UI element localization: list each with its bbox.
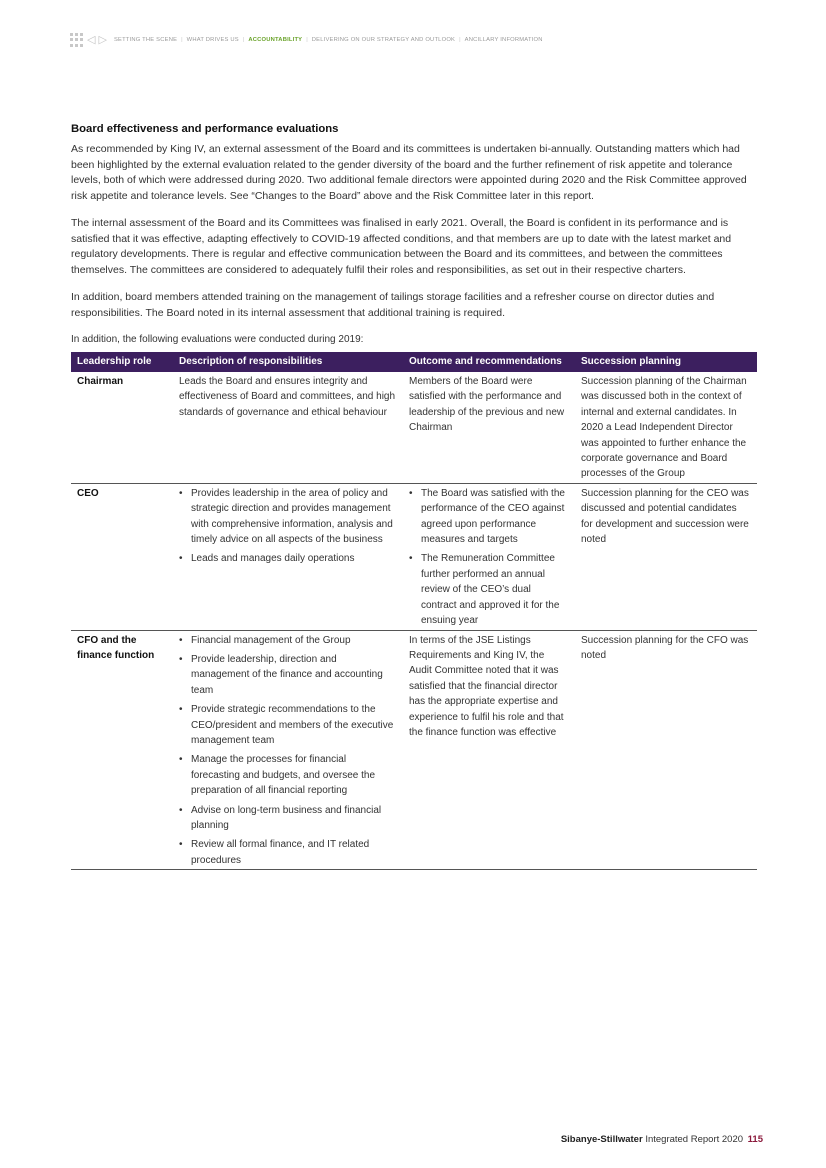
outcome-cell: In terms of the JSE Listings Requirements and King IV, the Audit Committee noted that it was satisfied that the financial director has the appropriate expertise and experience to fulfil his role and that the finance function was effective (403, 630, 575, 870)
main-content (71, 121, 757, 870)
succession-cell: Succession planning of the Chairman was discussed both in the context of internal and external candidates. In 2020 a Lead Independent Director was appointed to further enhance the corporate governance and Board processes of the Group (575, 372, 757, 483)
footer-report-title: Integrated Report 2020 (645, 1134, 744, 1145)
page-number: 115 (747, 1134, 763, 1145)
table-row-ceo (71, 483, 757, 630)
paragraph-external-assessment: As recommended by King IV, an external assessment of the Board and its committees is undertaken bi-annually. Outstanding matters which had been highlighted by the external evaluation related to the gender diversity of the board and the further refinement of risk appetite and tolerance levels, both of which were addressed during 2020. Two additional female directors were appointed during 2020 and the Risk Committee approved risk appetite and tolerance levels. See “Changes to the Board” above and the Risk Committee later in this report. (71, 143, 747, 202)
outcome-list (409, 486, 569, 629)
list-item: • Leads and manages daily operations (179, 551, 397, 566)
table-row-cfo (71, 630, 757, 870)
paragraph-internal-assessment: The internal assessment of the Board and its Committees was finalised in early 2021. Overall, the Board is confident in its performance and is satisfied that it was effective, adapting effectively to COVID-19 affected conditions, and that members are up to date with the latest market and regulatory developments. There is regular and effective communication between the Board and its committees, and between the committees themselves. The committees are considered to adequately fulfil their roles and responsibilities, as set out in their respective charters. (71, 217, 732, 276)
next-page-icon[interactable]: ▷ (98, 34, 107, 46)
header-leadership-role: Leadership role (71, 352, 173, 372)
table-header-row (71, 352, 757, 372)
nav-separator: | (242, 37, 245, 43)
description-cell (173, 630, 403, 870)
list-item: • Financial management of the Group (179, 633, 397, 648)
list-item: • The Board was satisfied with the performance of the CEO against agreed upon performance measures and targets (409, 486, 569, 548)
nav-item-setting-the-scene[interactable]: SETTING THE SCENE (113, 37, 178, 43)
nav-item-accountability[interactable]: ACCOUNTABILITY (248, 37, 303, 43)
outcome-cell: Members of the Board were satisfied with the performance and leadership of the previous and new Chairman (403, 372, 575, 483)
grid-menu-icon[interactable] (70, 33, 84, 47)
evaluations-table (71, 352, 757, 870)
previous-page-icon[interactable]: ◁ (87, 34, 96, 46)
description-list (179, 633, 397, 869)
list-item: • Provide strategic recommendations to the CEO/president and members of the executive management team (179, 702, 397, 748)
outcome-cell (403, 483, 575, 630)
nav-separator: | (459, 37, 461, 43)
succession-cell: Succession planning for the CEO was discussed and potential candidates for development and succession were noted (575, 483, 757, 630)
role-cell: CFO and the finance function (71, 630, 173, 870)
role-cell: CEO (71, 483, 173, 630)
nav-separator: | (306, 37, 308, 43)
header-outcome: Outcome and recommendations (403, 352, 575, 372)
list-item: • Provide leadership, direction and management of the finance and accounting team (179, 652, 397, 698)
footer-brand: Sibanye-Stillwater (560, 1134, 643, 1145)
list-item: • Review all formal finance, and IT related procedures (179, 837, 397, 868)
succession-cell: Succession planning for the CFO was noted (575, 630, 757, 870)
nav-item-what-drives-us[interactable]: WHAT DRIVES US (186, 37, 239, 43)
top-navigation (70, 33, 543, 47)
nav-item-ancillary-information[interactable]: ANCILLARY INFORMATION (464, 37, 543, 43)
description-cell (173, 483, 403, 630)
paragraph-training: In addition, board members attended training on the management of tailings storage facilities and a refresher course on director duties and responsibilities. The Board noted in its internal assessment that additional training is required. (71, 291, 715, 319)
list-item: • Manage the processes for financial forecasting and budgets, and oversee the preparation of all financial reporting (179, 752, 397, 798)
page-footer (561, 1134, 763, 1145)
list-item: • Provides leadership in the area of policy and strategic direction and provides management with comprehensive information, analysis and timely advice on all aspects of the business (179, 486, 397, 548)
list-item: • Advise on long-term business and financial planning (179, 803, 397, 834)
role-cell: Chairman (71, 372, 173, 483)
header-description: Description of responsibilities (173, 352, 403, 372)
table-intro: In addition, the following evaluations were conducted during 2019: (71, 334, 364, 345)
description-cell: Leads the Board and ensures integrity and effectiveness of Board and committees, and high standards of governance and ethical behaviour (173, 372, 403, 483)
description-list (179, 486, 397, 567)
nav-item-delivering-on-strategy[interactable]: DELIVERING ON OUR STRATEGY AND OUTLOOK (311, 37, 456, 43)
nav-separator: | (181, 37, 183, 43)
header-succession: Succession planning (575, 352, 757, 372)
section-heading: Board effectiveness and performance evaluations (71, 123, 339, 135)
table-row-chairman (71, 372, 757, 483)
list-item: • The Remuneration Committee further performed an annual review of the CEO’s dual contract and approved it for the ensuing year (409, 551, 569, 628)
